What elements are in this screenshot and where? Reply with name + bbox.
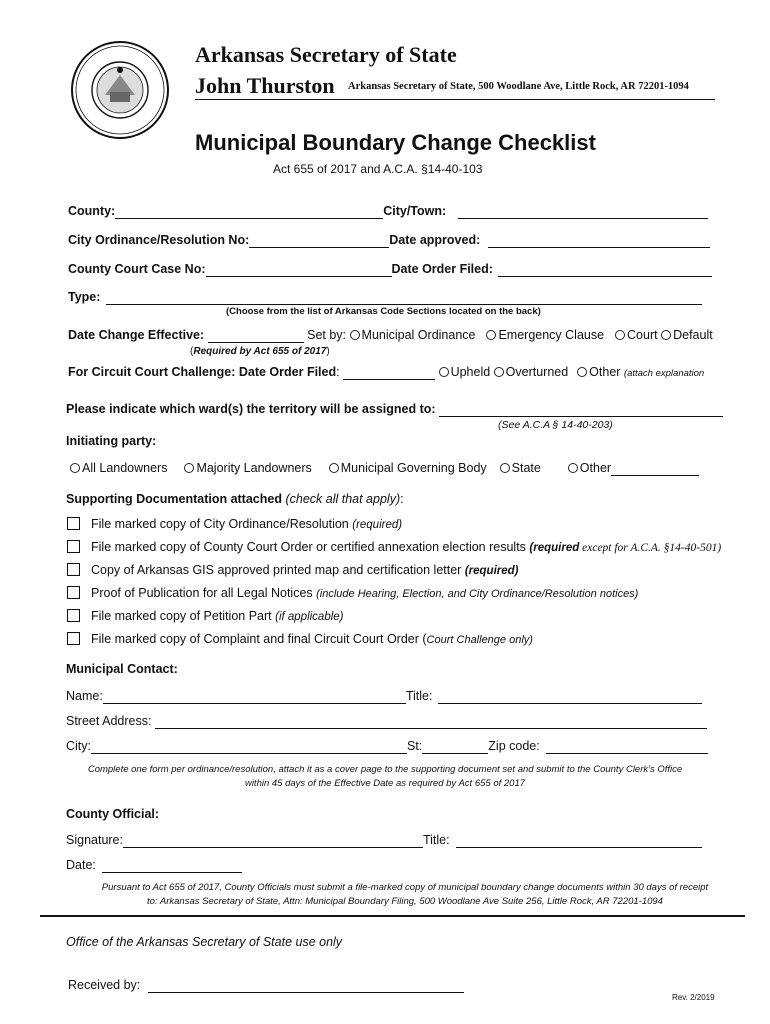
circuit-row: For Circuit Court Challenge: Date Order Filed: Upheld Overturned Other (attach explanation bbox=[68, 365, 705, 379]
circuit-date-label: Date Order Filed bbox=[238, 365, 337, 379]
received-by-input[interactable] bbox=[148, 978, 464, 993]
circuit-label: For Circuit Court Challenge: bbox=[68, 365, 236, 379]
checkbox-gis-map[interactable] bbox=[67, 563, 80, 576]
office-use-heading: Office of the Arkansas Secretary of State use only bbox=[66, 935, 343, 949]
date-change-note: (Required by Act 655 of 2017) bbox=[190, 346, 330, 357]
radio-icon bbox=[184, 463, 194, 473]
supporting-item: Copy of Arkansas GIS approved printed map and certification letter (required) bbox=[91, 563, 519, 577]
street-address-input[interactable] bbox=[155, 714, 707, 729]
option-state[interactable]: State bbox=[500, 461, 541, 475]
wards-note: (See A.C.A § 14-40-203) bbox=[498, 419, 613, 431]
city-town-input[interactable] bbox=[458, 204, 708, 219]
radio-icon bbox=[486, 330, 496, 340]
radio-icon bbox=[500, 463, 510, 473]
supporting-label: Supporting Documentation attached bbox=[66, 492, 282, 506]
date-approved-input[interactable] bbox=[488, 233, 710, 248]
type-row bbox=[68, 290, 702, 305]
county-official-heading: County Official: bbox=[66, 807, 160, 821]
other-party-input[interactable] bbox=[611, 461, 699, 476]
option-all-landowners[interactable]: All Landowners bbox=[70, 461, 167, 475]
date-change-input[interactable] bbox=[208, 328, 304, 343]
radio-icon bbox=[350, 330, 360, 340]
supporting-item: File marked copy of Complaint and final Circuit Court Order (Court Challenge only) bbox=[91, 632, 533, 646]
section-divider bbox=[40, 915, 745, 917]
checkbox-complaint[interactable] bbox=[67, 632, 80, 645]
type-input[interactable] bbox=[106, 290, 702, 305]
contact-zip-input[interactable] bbox=[546, 739, 708, 754]
radio-icon bbox=[70, 463, 80, 473]
court-case-row bbox=[68, 262, 712, 277]
initiating-label: Initiating party: bbox=[66, 434, 157, 448]
option-emergency-clause[interactable]: Emergency Clause bbox=[486, 328, 604, 342]
radio-icon bbox=[568, 463, 578, 473]
date-order-filed-label: Date Order Filed: bbox=[391, 262, 493, 276]
county-row bbox=[68, 204, 708, 219]
page-title: Municipal Boundary Change Checklist bbox=[195, 130, 596, 155]
wards-row bbox=[66, 402, 723, 417]
contact-name-row: Name: Title: bbox=[66, 689, 702, 704]
county-official-note: Pursuant to Act 655 of 2017, County Officials must submit a file-marked copy of municipal boundary change documents within 30 days of receipt to: Arkansas Secretary of State, Attn: Municipal Boundary Filing, 500 Woodlane Ave Suite 256, Little Rock, AR 72201-1094 bbox=[101, 882, 709, 907]
checkbox-publication[interactable] bbox=[67, 586, 80, 599]
signature-input[interactable] bbox=[123, 833, 423, 848]
revision-label: Rev. 2/2019 bbox=[672, 993, 715, 1002]
checkbox-petition[interactable] bbox=[67, 609, 80, 622]
option-court[interactable]: Court bbox=[615, 328, 658, 342]
official-date-input[interactable] bbox=[102, 858, 242, 873]
office-address: Arkansas Secretary of State, 500 Woodlane Ave, Little Rock, AR 72201-1094 bbox=[348, 81, 689, 92]
option-default[interactable]: Default bbox=[661, 328, 713, 342]
type-note: (Choose from the list of Arkansas Code Sections located on the back) bbox=[226, 306, 541, 317]
contact-city-input[interactable] bbox=[91, 739, 407, 754]
option-majority-landowners[interactable]: Majority Landowners bbox=[184, 461, 311, 475]
wards-input[interactable] bbox=[439, 402, 723, 417]
city-town-label: City/Town: bbox=[383, 204, 447, 218]
radio-icon bbox=[661, 330, 671, 340]
date-change-label: Date Change Effective: bbox=[68, 328, 205, 342]
type-label: Type: bbox=[68, 290, 101, 304]
date-approved-label: Date approved: bbox=[389, 233, 481, 247]
circuit-date-input[interactable] bbox=[343, 365, 435, 380]
radio-icon bbox=[329, 463, 339, 473]
option-other[interactable]: Other bbox=[577, 365, 620, 379]
court-case-label: County Court Case No: bbox=[68, 262, 206, 276]
radio-icon bbox=[615, 330, 625, 340]
ordinance-label: City Ordinance/Resolution No: bbox=[68, 233, 250, 247]
supporting-label-row: Supporting Documentation attached (check all that apply): bbox=[66, 492, 404, 506]
county-input[interactable] bbox=[115, 204, 383, 219]
county-label: County: bbox=[68, 204, 116, 218]
wards-label: Please indicate which ward(s) the territory will be assigned to: bbox=[66, 402, 436, 416]
date-change-row bbox=[68, 328, 713, 343]
option-other-party[interactable]: Other bbox=[568, 461, 611, 475]
option-overturned[interactable]: Overturned bbox=[494, 365, 569, 379]
supporting-item: Proof of Publication for all Legal Notices (include Hearing, Election, and City Ordinance/Resolution notices) bbox=[91, 586, 639, 600]
radio-icon bbox=[577, 367, 587, 377]
checkbox-court-order[interactable] bbox=[67, 540, 80, 553]
office-title: Arkansas Secretary of State bbox=[195, 42, 457, 67]
supporting-item: File marked copy of County Court Order or certified annexation election results (required except for A.C.A. §14-40-501) bbox=[91, 540, 722, 554]
received-by-row: Received by: bbox=[68, 978, 464, 993]
date-order-filed-input[interactable] bbox=[498, 262, 712, 277]
radio-icon bbox=[494, 367, 504, 377]
court-case-input[interactable] bbox=[206, 262, 392, 277]
city-state-zip-row: City: St: Zip code: bbox=[66, 739, 708, 754]
checkbox-ordinance[interactable] bbox=[67, 517, 80, 530]
initiating-options bbox=[70, 461, 699, 476]
contact-state-input[interactable] bbox=[422, 739, 488, 754]
header-rule bbox=[195, 99, 715, 100]
official-title-input[interactable] bbox=[456, 833, 702, 848]
radio-icon bbox=[439, 367, 449, 377]
option-municipal-ordinance[interactable]: Municipal Ordinance bbox=[350, 328, 476, 342]
option-municipal-governing-body[interactable]: Municipal Governing Body bbox=[329, 461, 487, 475]
supporting-item: File marked copy of City Ordinance/Resolution (required) bbox=[91, 517, 403, 531]
contact-title-input[interactable] bbox=[438, 689, 702, 704]
municipal-instructions: Complete one form per ordinance/resolution, attach it as a cover page to the supporting document set and submit to the County Clerk's Office within 45 days of the Effective Date as required by Act 655 of 2017 bbox=[87, 764, 683, 789]
signature-row: Signature: Title: bbox=[66, 833, 702, 848]
other-note: (attach explanation bbox=[623, 368, 705, 379]
supporting-item: File marked copy of Petition Part (if applicable) bbox=[91, 609, 344, 623]
ordinance-input[interactable] bbox=[249, 233, 389, 248]
contact-name-input[interactable] bbox=[103, 689, 406, 704]
state-seal bbox=[70, 40, 170, 140]
official-date-row: Date: bbox=[66, 858, 242, 873]
street-address-row: Street Address: bbox=[66, 714, 707, 729]
page-subtitle: Act 655 of 2017 and A.C.A. §14-40-103 bbox=[273, 162, 483, 176]
ordinance-row bbox=[68, 233, 710, 248]
municipal-contact-heading: Municipal Contact: bbox=[66, 662, 178, 676]
option-upheld[interactable]: Upheld bbox=[439, 365, 491, 379]
secretary-name: John Thurston bbox=[195, 73, 335, 98]
set-by-label: Set by: bbox=[307, 328, 347, 342]
